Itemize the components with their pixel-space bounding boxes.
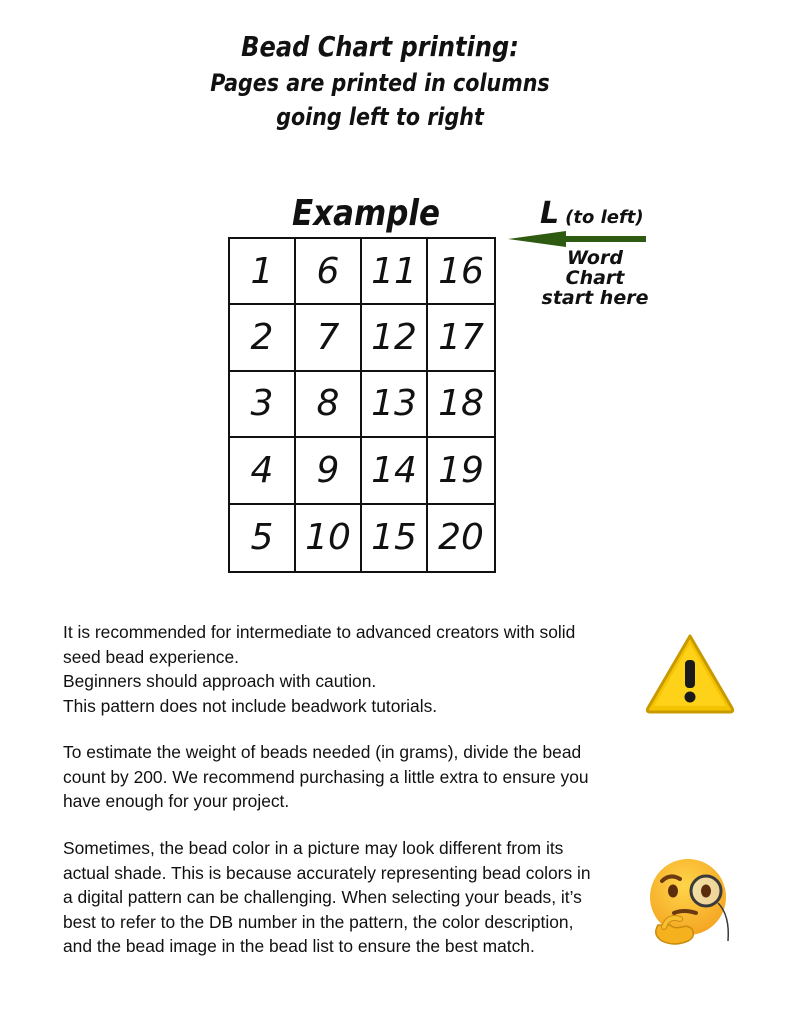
experience-paragraph	[63, 620, 633, 718]
warning-icon	[644, 632, 736, 714]
weight-paragraph	[63, 740, 633, 814]
paragraph-line: This pattern does not include beadwork tutorials.	[63, 695, 438, 716]
grid-cell: 7	[296, 305, 362, 371]
paragraph-line: a digital pattern can be challenging. When selecting your beads, it’s	[63, 887, 582, 907]
direction-note: (to left)	[565, 207, 644, 228]
grid-cell: 1	[230, 239, 296, 305]
grid-cell: 18	[428, 372, 494, 438]
paragraph-line: have enough for your project.	[63, 791, 290, 811]
color-paragraph	[63, 836, 633, 959]
grid-cell: 4	[230, 438, 296, 504]
grid-cell: 17	[428, 305, 494, 371]
grid-cell: 20	[438, 517, 484, 559]
page-subtitle-line2: going left to right	[276, 103, 484, 131]
grid-cell: 6	[296, 239, 362, 305]
paragraph-line: Sometimes, the bead color in a picture may look different from its	[63, 838, 564, 858]
page-subtitle-line1: Pages are printed in columns	[210, 69, 550, 97]
grid-cell: 8	[296, 372, 362, 438]
paragraph-line: best to refer to the DB number in the pattern, the color description,	[63, 911, 574, 932]
paragraph-line: seed bead experience.	[63, 646, 239, 667]
grid-cell: 14	[362, 438, 428, 504]
grid-cell: 19	[428, 438, 494, 504]
thinking-face-icon	[644, 855, 736, 949]
grid-cell: 5	[230, 505, 296, 571]
example-grid	[228, 237, 496, 573]
example-label: Example	[292, 193, 441, 234]
grid-cell: 9	[296, 438, 362, 504]
paragraph-line: To estimate the weight of beads needed (in grams), divide the bead	[63, 742, 582, 762]
grid-cell: 2	[230, 305, 296, 371]
direction-letter: L	[540, 196, 560, 231]
grid-cell: 16	[428, 239, 494, 305]
paragraph-line: Beginners should approach with caution.	[63, 671, 377, 691]
paragraph-line: actual shade. This is because accurately representing bead colors in	[63, 862, 591, 883]
word-chart-line2: start here	[541, 287, 649, 309]
grid-cell: 10	[296, 505, 362, 571]
grid-cell: 13	[362, 372, 428, 438]
paragraph-line: It is recommended for intermediate to advanced creators with solid	[63, 622, 576, 642]
title-block	[0, 28, 760, 134]
word-chart-note	[540, 248, 650, 308]
grid-cell: 12	[362, 305, 428, 371]
paragraph-line: count by 200. We recommend purchasing a little extra to ensure you	[63, 766, 589, 787]
word-chart-line1: Word Chart	[565, 247, 625, 289]
page-title: Bead Chart printing:	[241, 30, 519, 63]
left-arrow-icon	[508, 230, 648, 248]
grid-cell: 11	[362, 239, 428, 305]
paragraph-line: and the bead image in the bead list to ensure the best match.	[63, 936, 535, 956]
direction-label	[540, 196, 644, 231]
grid-cell: 3	[230, 372, 296, 438]
grid-cell: 15	[362, 505, 428, 571]
